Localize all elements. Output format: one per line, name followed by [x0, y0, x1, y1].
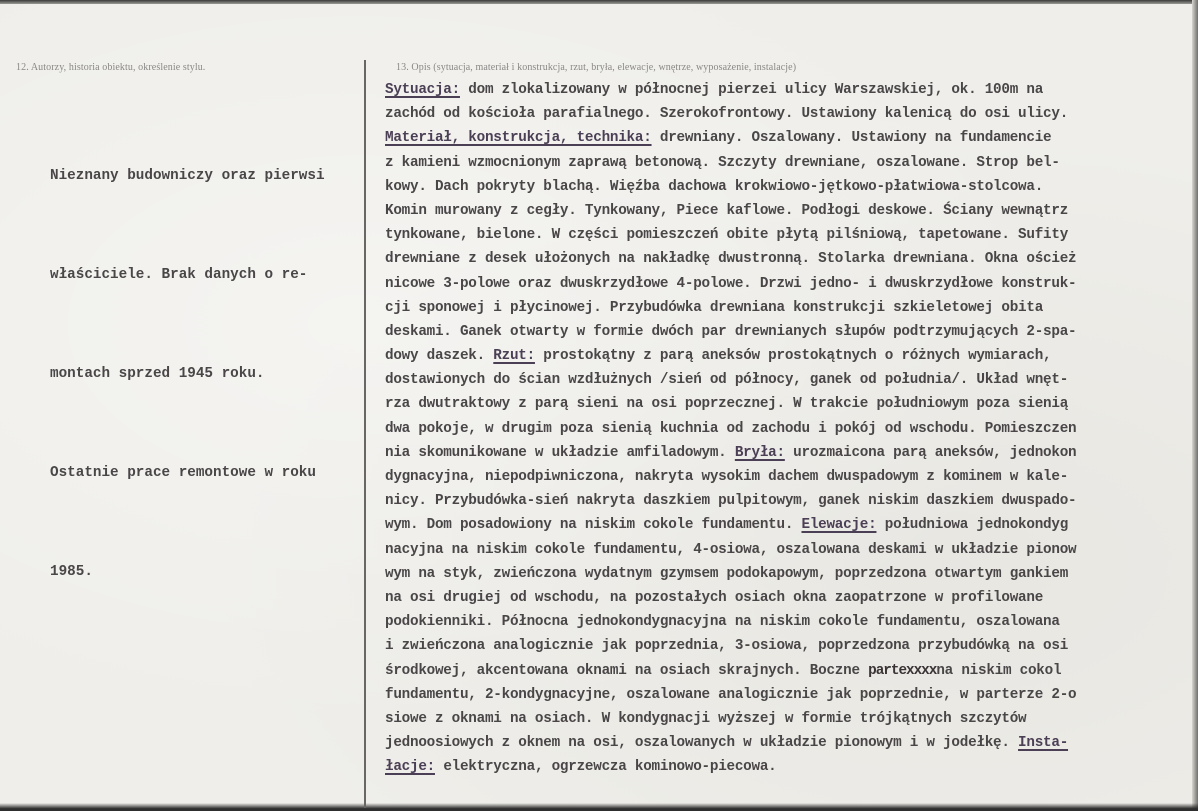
field-12-label: 12. Autorzy, historia obiektu, określenie stylu. [16, 62, 206, 73]
description-line [385, 441, 1076, 465]
description-text: zachód od kościoła parafialnego. Szerokofrontowy. Ustawiony kalenicą do osi ulicy. [385, 106, 1069, 123]
description-line [385, 126, 1076, 150]
column-divider [364, 60, 366, 808]
description-line [385, 417, 1076, 441]
description-text: i zwieńczona analogicznie jak poprzednia, 3-osiowa, poprzedzona przybudówką na osi [385, 638, 1069, 655]
description-line [385, 199, 1076, 223]
section-heading: Rzut: [493, 348, 535, 365]
description-text: drewniany. Oszalowany. Ustawiony na fundamencie [651, 130, 1052, 147]
description-text: dwa pokoje, w drugim poza sienią kuchnia od zachodu i pokój od wschodu. Pomieszczen [385, 420, 1077, 437]
description-line [385, 320, 1076, 344]
history-text-block [50, 94, 325, 655]
description-line [385, 489, 1076, 513]
description-text: drewniane z desek ułożonych na nakładkę dwustronną. Stolarka drewniana. Okna oścież [385, 251, 1077, 268]
scan-bottom-edge [0, 803, 1198, 811]
description-text: nicowe 3-polowe oraz dwuskrzydłowe 4-polowe. Drzwi jedno- i dwuskrzydłowe konstruk- [385, 275, 1077, 292]
description-text: Komin murowany z cegły. Tynkowany, Piece kaflowe. Podłogi deskowe. Ściany wewnątrz [385, 202, 1069, 219]
description-line [385, 296, 1076, 320]
description-line [385, 102, 1076, 126]
description-text: nicy. Przybudówka-sień nakryta daszkiem pulpitowym, ganek niskim daszkiem dwuspado- [385, 493, 1077, 510]
description-text: prostokątny z parą aneksów prostokątnych o różnych wymiarach, [534, 348, 1052, 365]
description-line [385, 392, 1076, 416]
description-line [385, 344, 1076, 368]
section-heading: Bryła: [734, 444, 785, 461]
description-text: dygnacyjna, niepodpiwniczona, nakryta wysokim dachem dwuspadowym z kominem w kale- [385, 469, 1069, 485]
description-text: kowy. Dach pokryty blachą. Więźba dachowa krokwiowo-jętkowo-płatwiowa-stolcowa. [385, 178, 1044, 195]
description-text: środkowej, akcentowana oknami na osiach skrajnych. Boczne [385, 662, 869, 679]
description-text: na niskim cokol [936, 662, 1062, 679]
description-line [385, 513, 1076, 537]
description-text: na osi drugiej od wschodu, na pozostałych osiach okna zaopatrzone w profilowane [385, 589, 1044, 606]
description-line [385, 731, 1076, 755]
description-line [385, 755, 1076, 779]
description-text: fundamentu, 2-kondygnacyjne, oszalowane analogicznie jak poprzednie, w parterze 2-o [385, 686, 1077, 703]
description-text: deskami. Ganek otwarty w formie dwóch par drewnianych słupów podtrzymujących 2-spa- [385, 323, 1077, 340]
description-text: południowa jednokondyg [876, 517, 1069, 534]
description-text: urozmaicona parą aneksów, jednokon [784, 444, 1077, 461]
description-text: rza dwutraktowy z parą sieni na osi poprzecznej. W trakcie południowym poza sienią [385, 396, 1069, 413]
description-text: wym na styk, zwieńczona wydatnym gzymsem podokapowym, poprzedzona otwartym gankiem [385, 565, 1069, 582]
description-line [385, 223, 1076, 247]
section-heading: Materiał, konstrukcja, technika: [385, 130, 652, 147]
description-text: tynkowane, bielone. W części pomieszczeń obite płytą pilśniową, tapetowane. Sufity [385, 227, 1069, 244]
description-text: podokienniki. Północna jednokondygnacyjna na niskim cokole fundamentu, oszalowana [385, 614, 1060, 631]
history-line: Nieznany budowniczy oraz pierwsi [50, 168, 325, 184]
description-text: nacyjna na niskim cokole fundamentu, 4-osiowa, oszalowana deskami w układzie pionow [385, 541, 1077, 558]
description-text: siowe z oknami na osiach. W kondygnacji wyższej w formie trójkątnych szczytów [385, 710, 1027, 727]
description-line [385, 272, 1076, 296]
history-line: montach sprzed 1945 roku. [50, 366, 265, 382]
section-heading: łacje: [385, 759, 435, 776]
description-line [385, 659, 1076, 683]
struck-out-text: partexxxx [868, 662, 937, 679]
description-text: dom zlokalizowany w północnej pierzei ulicy Warszawskiej, ok. 100m na [459, 82, 1044, 98]
description-text: nia skomunikowane w układzie amfiladowym. [385, 444, 735, 461]
section-heading: Elewacje: [801, 517, 877, 534]
field-13-label: 13. Opis (sytuacja, materiał i konstrukcja, rzut, bryła, elewacje, wnętrze, wyposażenie, instalacje) [396, 62, 797, 73]
description-line [385, 368, 1076, 392]
description-text: wym. Dom posadowiony na niskim cokole fundamentu. [385, 517, 802, 534]
description-text: dostawionych do ścian wzdłużnych /sień od północy, ganek od południa/. Układ wnęt- [385, 372, 1069, 389]
description-text: jednoosiowych z oknem na osi, oszalowanych w układzie pionowym i w jodełkę. [385, 735, 1019, 752]
description-line [385, 610, 1076, 634]
description-line [385, 683, 1076, 707]
history-line: 1985. [50, 564, 93, 580]
description-text: z kamieni wzmocnionym zaprawą betonową. Szczyty drewniane, oszalowane. Strop bel- [385, 154, 1060, 171]
description-line [385, 78, 1076, 102]
description-line [385, 247, 1076, 271]
description-line [385, 586, 1076, 610]
description-line [385, 465, 1076, 489]
history-line: Ostatnie prace remontowe w roku [50, 465, 316, 481]
description-line [385, 707, 1076, 731]
section-heading: Sytuacja: [385, 82, 460, 98]
scan-right-edge [1192, 0, 1198, 811]
description-line [385, 538, 1076, 562]
description-line [385, 634, 1076, 658]
description-text: elektryczna, ogrzewcza kominowo-piecowa. [434, 759, 777, 776]
scan-top-edge [0, 0, 1198, 4]
description-text: cji sponowej i płycinowej. Przybudówka drewniana konstrukcji szkieletowej obita [385, 299, 1044, 316]
description-line [385, 175, 1076, 199]
description-line [385, 562, 1076, 586]
description-text-block [385, 78, 1076, 779]
description-line [385, 151, 1076, 175]
section-heading: Insta- [1018, 735, 1069, 752]
description-text: dowy daszek. [385, 348, 494, 365]
history-line: właściciele. Brak danych o re- [50, 267, 308, 283]
